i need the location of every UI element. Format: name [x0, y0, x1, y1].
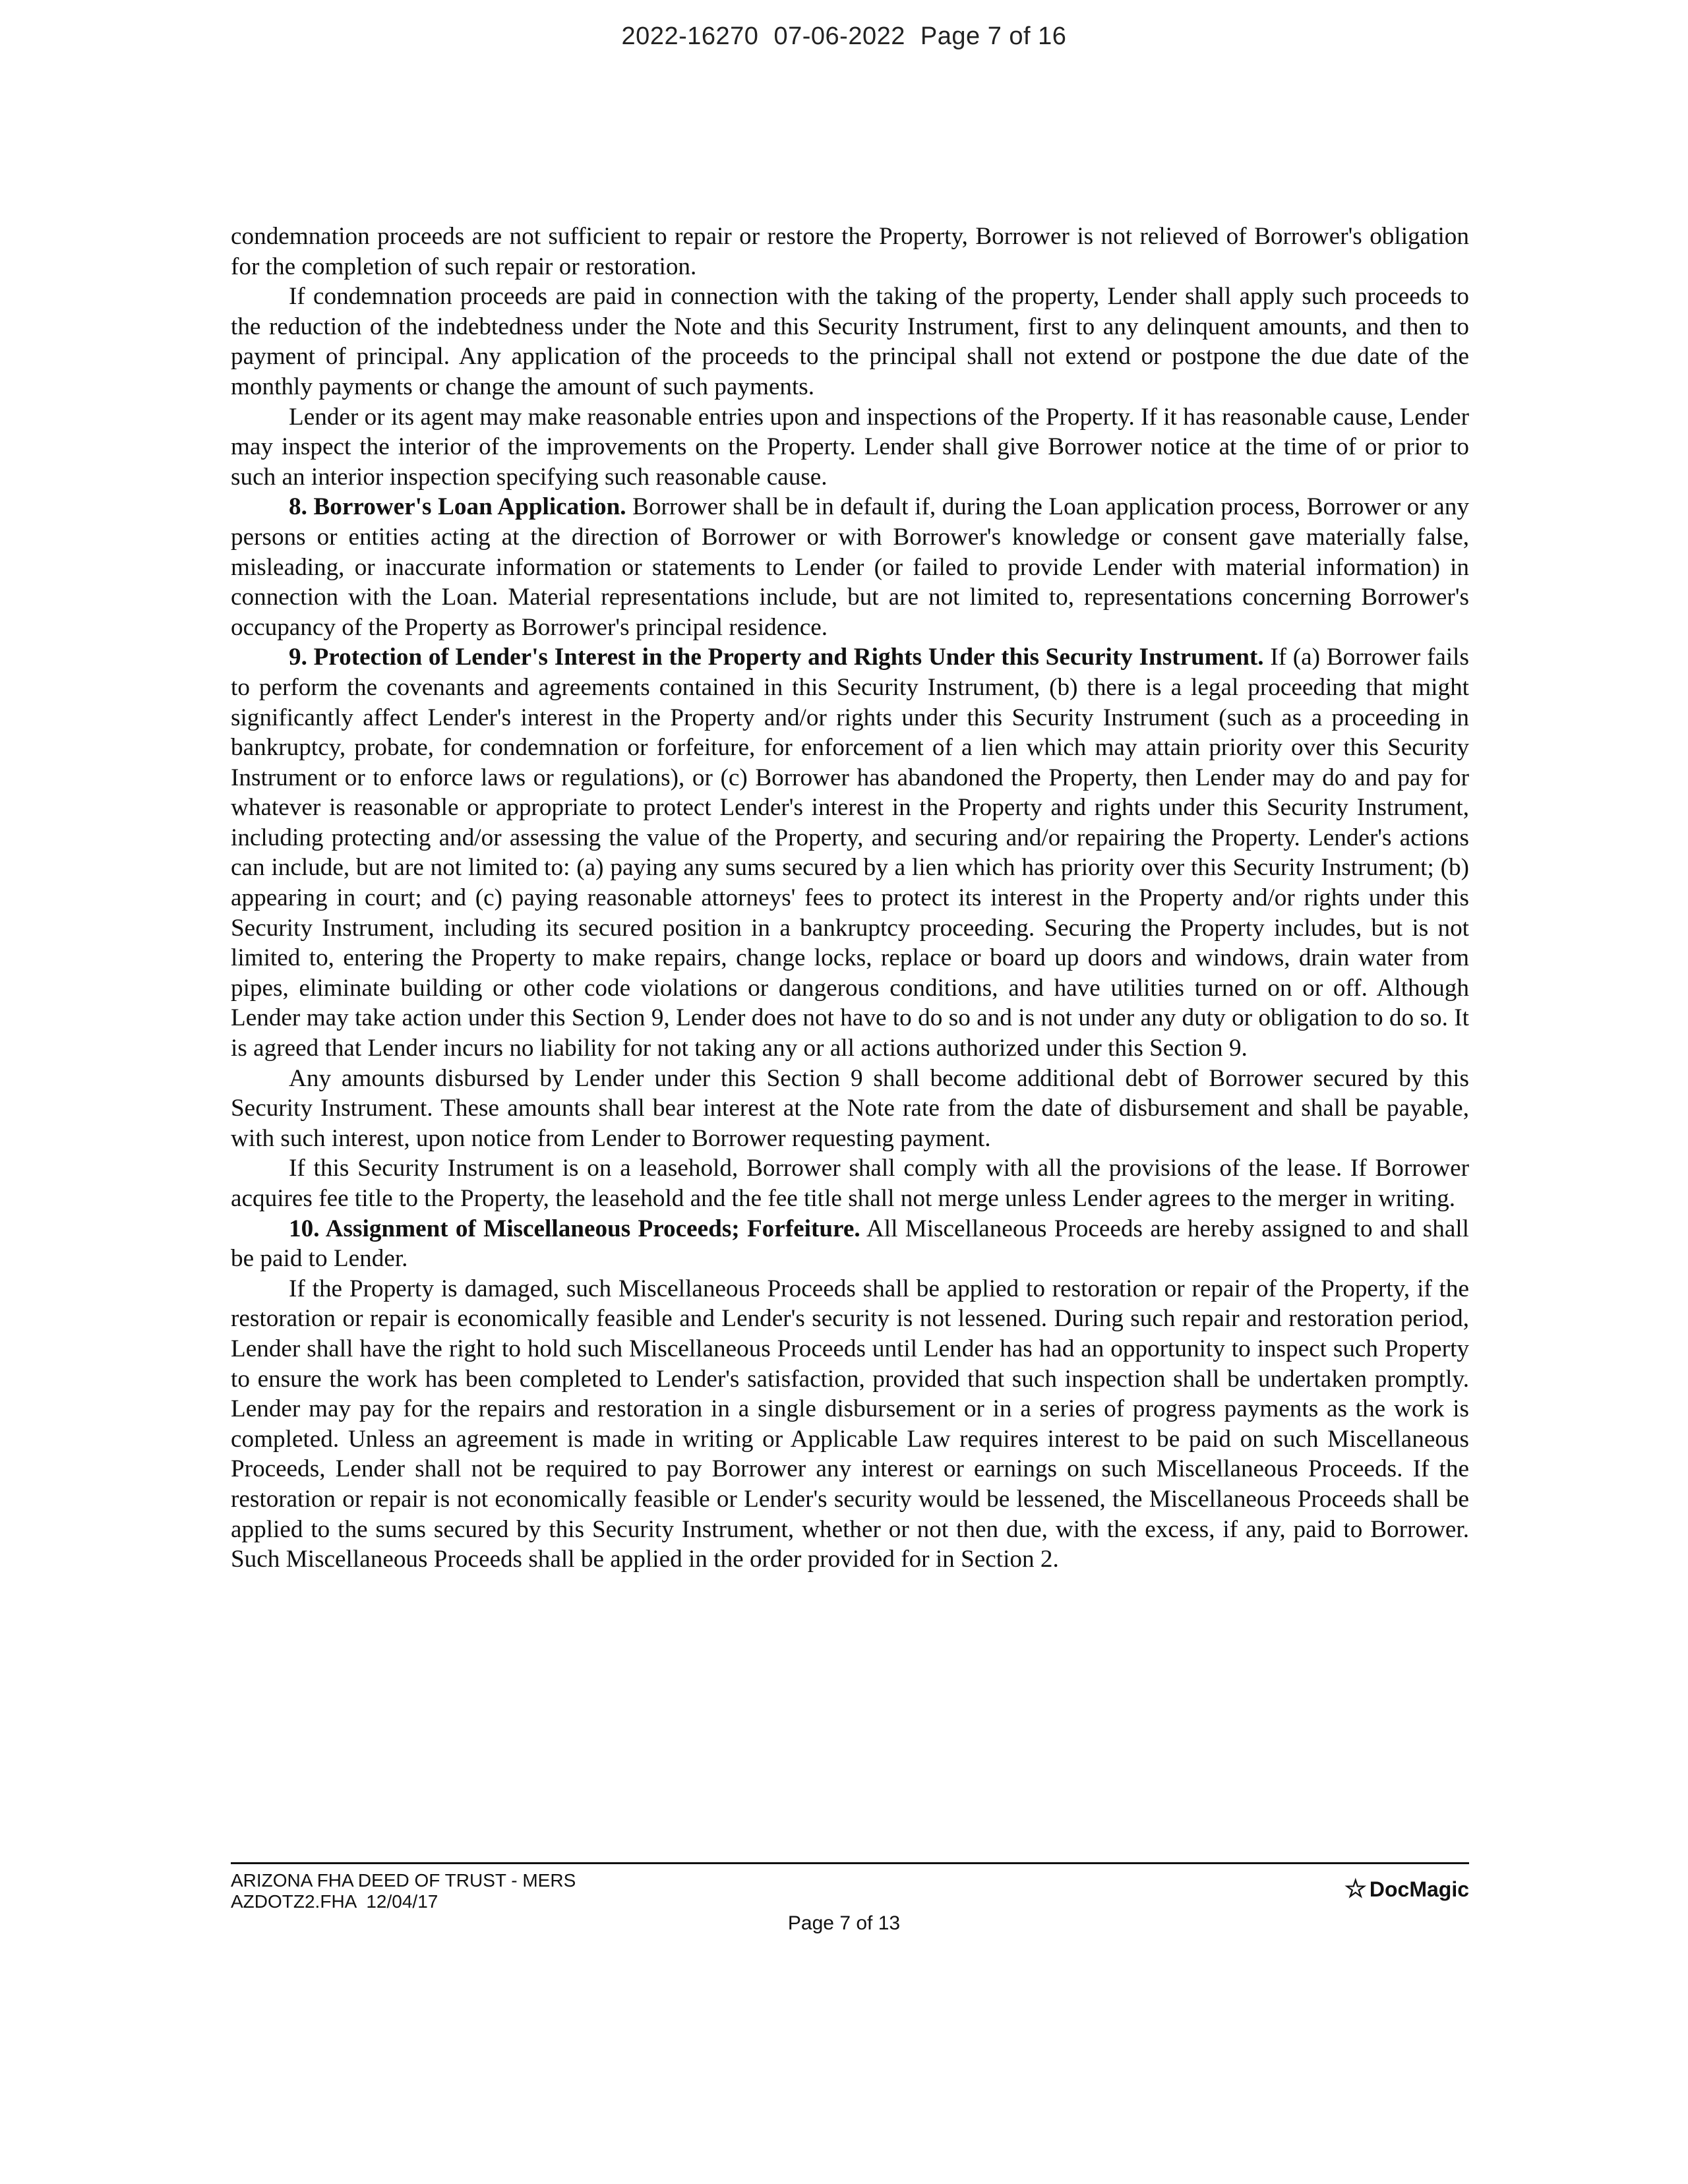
recording-page: Page 7 of 16 — [920, 22, 1067, 50]
recording-doc-number: 2022-16270 — [621, 22, 759, 50]
recording-header — [0, 22, 1688, 51]
footer-page-number: Page 7 of 13 — [787, 1912, 901, 1934]
section-heading: 10. Assignment of Miscellaneous Proceeds; Forfeiture. — [289, 1215, 860, 1242]
paragraph — [231, 1064, 1469, 1154]
paragraph-text: If condemnation proceeds are paid in connection with the taking of the property, Lender shall apply such proceeds to the reduction of the indebtedness under the Note and this Security Instrument, first to any delinquent amounts, and then to payment of principal. Any application of the proceeds to the principal shall not extend or postpone the due date of the monthly payments or change the amount of such payments. — [231, 283, 1469, 400]
footer-form-code: AZDOTZ2.FHA 12/04/17 — [231, 1891, 438, 1912]
paragraph-text: Lender or its agent may make reasonable entries upon and inspections of the Property. If it has reasonable cause, Lender may inspect the interior of the improvements on the Property. Lender shall give Borrower notice at the time of or prior to such an interior inspection specifying such reasonable cause. — [231, 403, 1469, 491]
document-body — [231, 222, 1469, 1575]
docmagic-logo — [1344, 1877, 1469, 1902]
paragraph-text: All Miscellaneous Proceeds are hereby assigned to and shall be paid to Lender. — [231, 1215, 1469, 1273]
footer-form-title: ARIZONA FHA DEED OF TRUST - MERS — [231, 1870, 576, 1891]
paragraph — [231, 402, 1469, 493]
paragraph-text: If the Property is damaged, such Miscellaneous Proceeds shall be applied to restoration or repair of the Property, if the restoration or repair is economically feasible and Lender's security is not lessened. During such repair and restoration period, Lender shall have the right to hold such Miscellaneous Proceeds until Lender has had an opportunity to inspect such Property to ensure the work has been completed to Lender's satisfaction, provided that such inspection shall be undertaken promptly. Lender may pay for the repairs and restoration in a single disbursement or in a series of progress payments as the work is completed. Unless an agreement is made in writing or Applicable Law requires interest to be paid on such Miscellaneous Proceeds, Lender shall not be required to pay Borrower any interest or earnings on such Miscellaneous Proceeds. If the restoration or repair is not economically feasible or Lender's security would be lessened, the Miscellaneous Proceeds shall be applied to the sums secured by this Security Instrument, whether or not then due, with the excess, if any, paid to Borrower. Such Miscellaneous Proceeds shall be applied in the order provided for in Section 2. — [231, 1275, 1469, 1573]
paragraph — [231, 1153, 1469, 1213]
paragraph — [231, 1214, 1469, 1274]
footer-divider — [231, 1862, 1469, 1864]
docmagic-brand-text: DocMagic — [1369, 1877, 1469, 1901]
paragraph-text: If this Security Instrument is on a leasehold, Borrower shall comply with all the provisions of the lease. If Borrower acquires fee title to the Property, the leasehold and the fee title shall not merge unless Lender agrees to the merger in writing. — [231, 1155, 1469, 1212]
paragraph — [231, 282, 1469, 402]
paragraph — [231, 492, 1469, 642]
paragraph-text: If (a) Borrower fails to perform the covenants and agreements contained in this Security Instrument, (b) there is a legal proceeding that might significantly affect Lender's interest in the Property and/or rights under this Security Instrument (such as a proceeding in bankruptcy, probate, for condemnation or forfeiture, for enforcement of a lien which may attain priority over this Security Instrument or to enforce laws or regulations), or (c) Borrower has abandoned the Property, then Lender may do and pay for whatever is reasonable or appropriate to protect Lender's interest in the Property and rights under this Security Instrument, including protecting and/or assessing the value of the Property, and securing and/or repairing the Property. Lender's actions can include, but are not limited to: (a) paying any sums secured by a lien which has priority over this Security Instrument; (b) appearing in court; and (c) paying reasonable attorneys' fees to protect its interest in the Property and/or rights under this Security Instrument, including its secured position in a bankruptcy proceeding. Securing the Property includes, but is not limited to, entering the Property to make repairs, change locks, replace or board up doors and windows, drain water from pipes, eliminate building or other code violations or dangerous conditions, and have utilities turned on or off. Although Lender may take action under this Section 9, Lender does not have to do so and is not under any duty or obligation to do so. It is agreed that Lender incurs no liability for not taking any or all actions authorized under this Section 9. — [231, 644, 1469, 1062]
paragraph — [231, 642, 1469, 1063]
star-outline-icon: ☆ — [1344, 1875, 1367, 1903]
paragraph-text: Any amounts disbursed by Lender under this Section 9 shall become additional debt of Borrower secured by this Security Instrument. These amounts shall bear interest at the Note rate from the date of disbursement and shall be payable, with such interest, upon notice from Lender to Borrower requesting payment. — [231, 1064, 1469, 1152]
section-heading: 8. Borrower's Loan Application. — [289, 493, 626, 521]
recording-date: 07-06-2022 — [773, 22, 905, 50]
paragraph — [231, 1274, 1469, 1575]
paragraph-text: condemnation proceeds are not sufficient to repair or restore the Property, Borrower is not relieved of Borrower's obligation for the completion of such repair or restoration. — [231, 223, 1469, 280]
footer-form-info — [231, 1870, 576, 1912]
paragraph — [231, 222, 1469, 282]
section-heading: 9. Protection of Lender's Interest in the Property and Rights Under this Security Instrument. — [289, 644, 1264, 671]
paragraph-text: Borrower shall be in default if, during the Loan application process, Borrower or any persons or entities acting at the direction of Borrower or with Borrower's knowledge or consent gave materially false, misleading, or inaccurate information or statements to Lender (or failed to provide Lender with material information) in connection with the Loan. Material representations include, but are not limited to, representations concerning Borrower's occupancy of the Property as Borrower's principal residence. — [231, 493, 1469, 641]
